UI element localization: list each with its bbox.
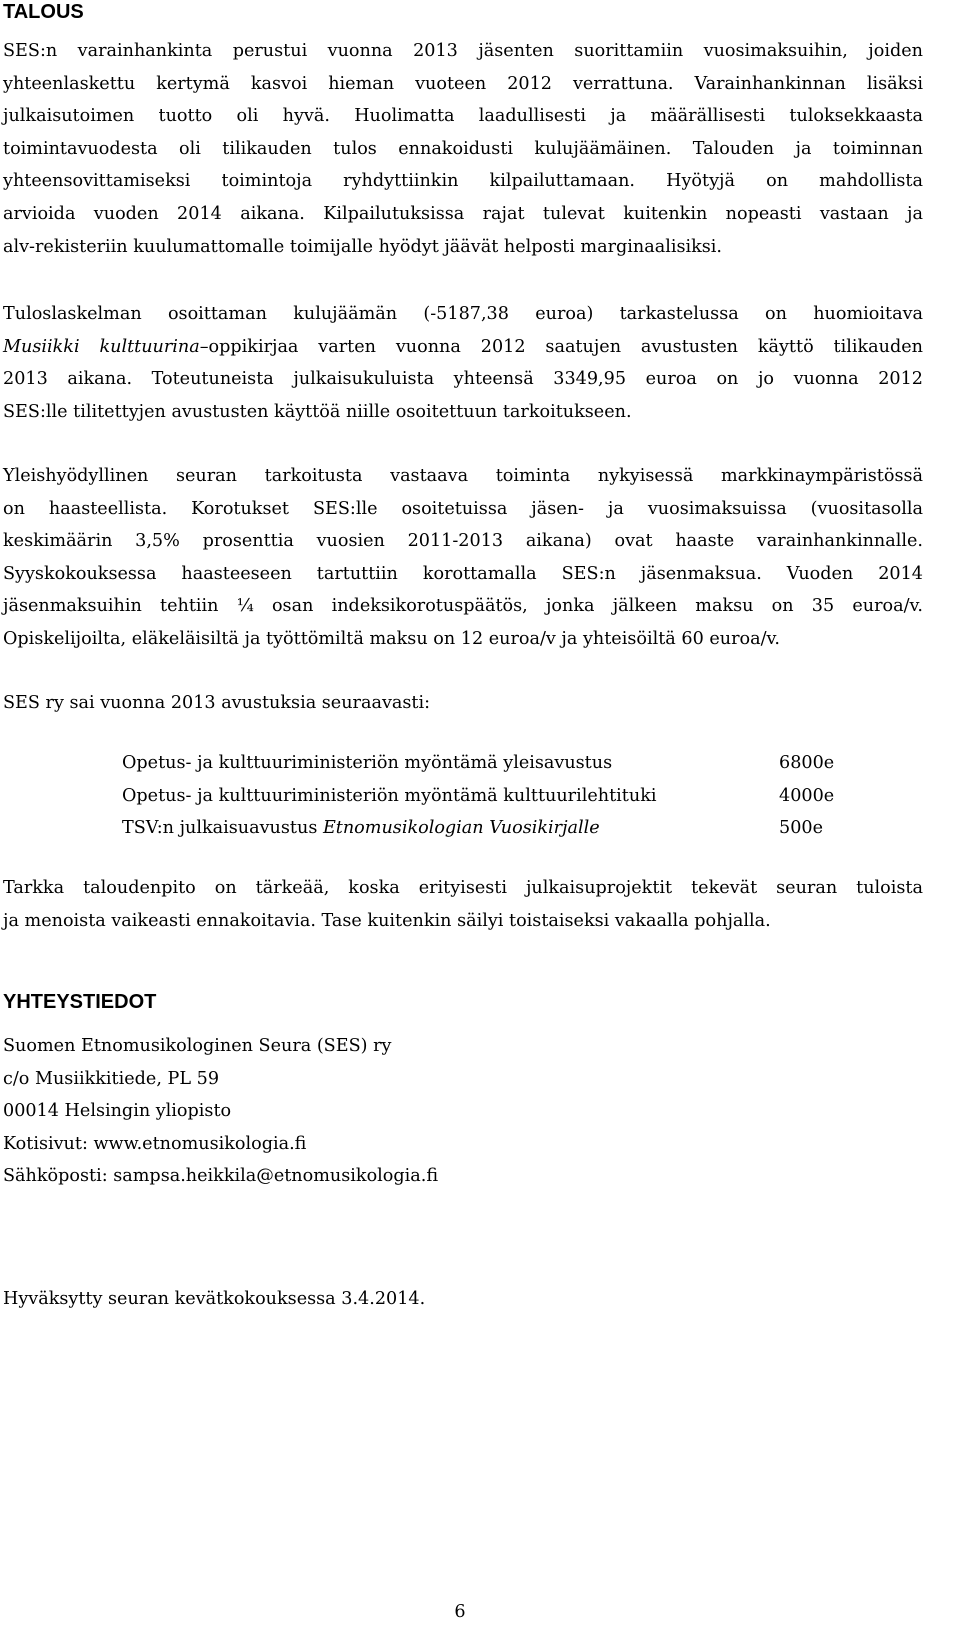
text-line: Opiskelijoilta, eläkeläisiltä ja työttömiltä maksu on 12 euroa/v ja yhteisöiltä 60 euroa/v. [3, 628, 780, 649]
paragraph-income-statement [3, 298, 923, 428]
grants-list [122, 747, 882, 845]
website-text: Kotisivut: www.etnomusikologia.fi [3, 1133, 307, 1154]
grant-name: Opetus- ja kulttuuriministeriön myöntämä yleisavustus [122, 753, 613, 773]
text-line: yhteensovittamiseksi toimintoja ryhdyttiinkin kilpailuttamaan. Hyötyjä on mahdollista [3, 171, 923, 192]
section-heading-talous: TALOUS [3, 1, 84, 23]
text-line: yhteenlaskettu kertymä kasvoi hieman vuoteen 2012 verrattuna. Varainhankinnan lisäksi [3, 73, 923, 94]
text-line: julkaisutoimen tuotto oli hyvä. Huolimatta laadullisesti ja määrällisesti tuloksekkaasta [3, 106, 923, 127]
grant-name-italic: Etnomusikologian Vuosikirjalle [322, 818, 600, 839]
text-line: ja menoista vaikeasti ennakoitavia. Tase kuitenkin säilyi toistaiseksi vakaalla pohjalla. [3, 910, 771, 931]
approval-note: Hyväksytty seuran kevätkokouksessa 3.4.2014. [3, 1289, 426, 1309]
text-line: SES:n varainhankinta perustui vuonna 2013 jäsenten suorittamiin vuosimaksuihin, joiden [3, 41, 923, 61]
grant-name-plain: TSV:n julkaisuavustus [122, 818, 323, 839]
grant-amount: 500e [779, 818, 823, 839]
text-line: toimintavuodesta oli tilikauden tulos ennakoidusti kulujäämäinen. Talouden ja toiminnan [3, 138, 923, 159]
grant-row [122, 747, 882, 780]
text-line: Yleishyödyllinen seuran tarkoitusta vastaava toiminta nykyisessä markkinaympäristössä [3, 466, 923, 486]
text-line: keskimäärin 3,5% prosenttia vuosien 2011-2013 aikana) ovat haaste varainhankinnalle. [3, 531, 923, 552]
text-line: arvioida vuoden 2014 aikana. Kilpailutuksissa rajat tulevat kuitenkin nopeasti vastaan ja [3, 203, 923, 224]
text-fragment: –oppikirjaa varten vuonna 2012 saatujen avustusten käyttö tilikauden [199, 336, 923, 357]
text-line: SES:lle tilitettyjen avustusten käyttöä niille osoitettuun tarkoitukseen. [3, 401, 632, 422]
postal-line: 00014 Helsingin yliopisto [3, 1101, 232, 1122]
paragraph-fundraising [3, 35, 923, 263]
org-name: Suomen Etnomusikologinen Seura (SES) ry [3, 1036, 392, 1056]
email-text: Sähköposti: sampsa.heikkila@etnomusikologia.fi [3, 1166, 439, 1187]
address-line: c/o Musiikkitiede, PL 59 [3, 1068, 220, 1089]
grant-amount: 4000e [779, 785, 835, 806]
text-line: alv-rekisteriin kuulumattomalle toimijalle hyödyt jäävät helposti marginaalisiksi. [3, 236, 723, 257]
contact-info [3, 1030, 438, 1193]
text-line [3, 331, 923, 364]
text-line: SES ry sai vuonna 2013 avustuksia seuraavasti: [3, 693, 431, 713]
text-line: jäsenmaksuihin tehtiin ¼ osan indeksikorotuspäätös, jonka jälkeen maksu on 35 euroa/v. [3, 596, 923, 617]
grant-row [122, 812, 882, 845]
paragraph-grants-intro [3, 687, 923, 720]
grant-row [122, 780, 882, 813]
text-line: 2013 aikana. Toteutuneista julkaisukuluista yhteensä 3349,95 euroa on jo vuonna 2012 [3, 369, 923, 390]
paragraph-financial-management [3, 872, 923, 937]
text-line: Syyskokouksessa haasteeseen tartuttiin korottamalla SES:n jäsenmaksua. Vuoden 2014 [3, 563, 923, 584]
text-line: on haasteellista. Korotukset SES:lle osoitetuissa jäsen- ja vuosimaksuissa (vuositasolla [3, 498, 923, 519]
text-line: Tuloslaskelman osoittaman kulujäämän (-5187,38 euroa) tarkastelussa on huomioitava [3, 304, 923, 324]
section-heading-contact: YHTEYSTIEDOT [3, 991, 157, 1013]
paragraph-membership-fees [3, 460, 923, 656]
grant-amount: 6800e [779, 753, 835, 773]
grant-name [122, 812, 779, 845]
page-number: 6 [454, 1602, 466, 1622]
text-line: Tarkka taloudenpito on tärkeää, koska erityisesti julkaisuprojektit tekevät seuran tuloista [3, 878, 923, 898]
grant-name: Opetus- ja kulttuuriministeriön myöntämä kulttuurilehtituki [122, 785, 657, 806]
book-title-italic: Musiikki kulttuurina [3, 336, 200, 357]
